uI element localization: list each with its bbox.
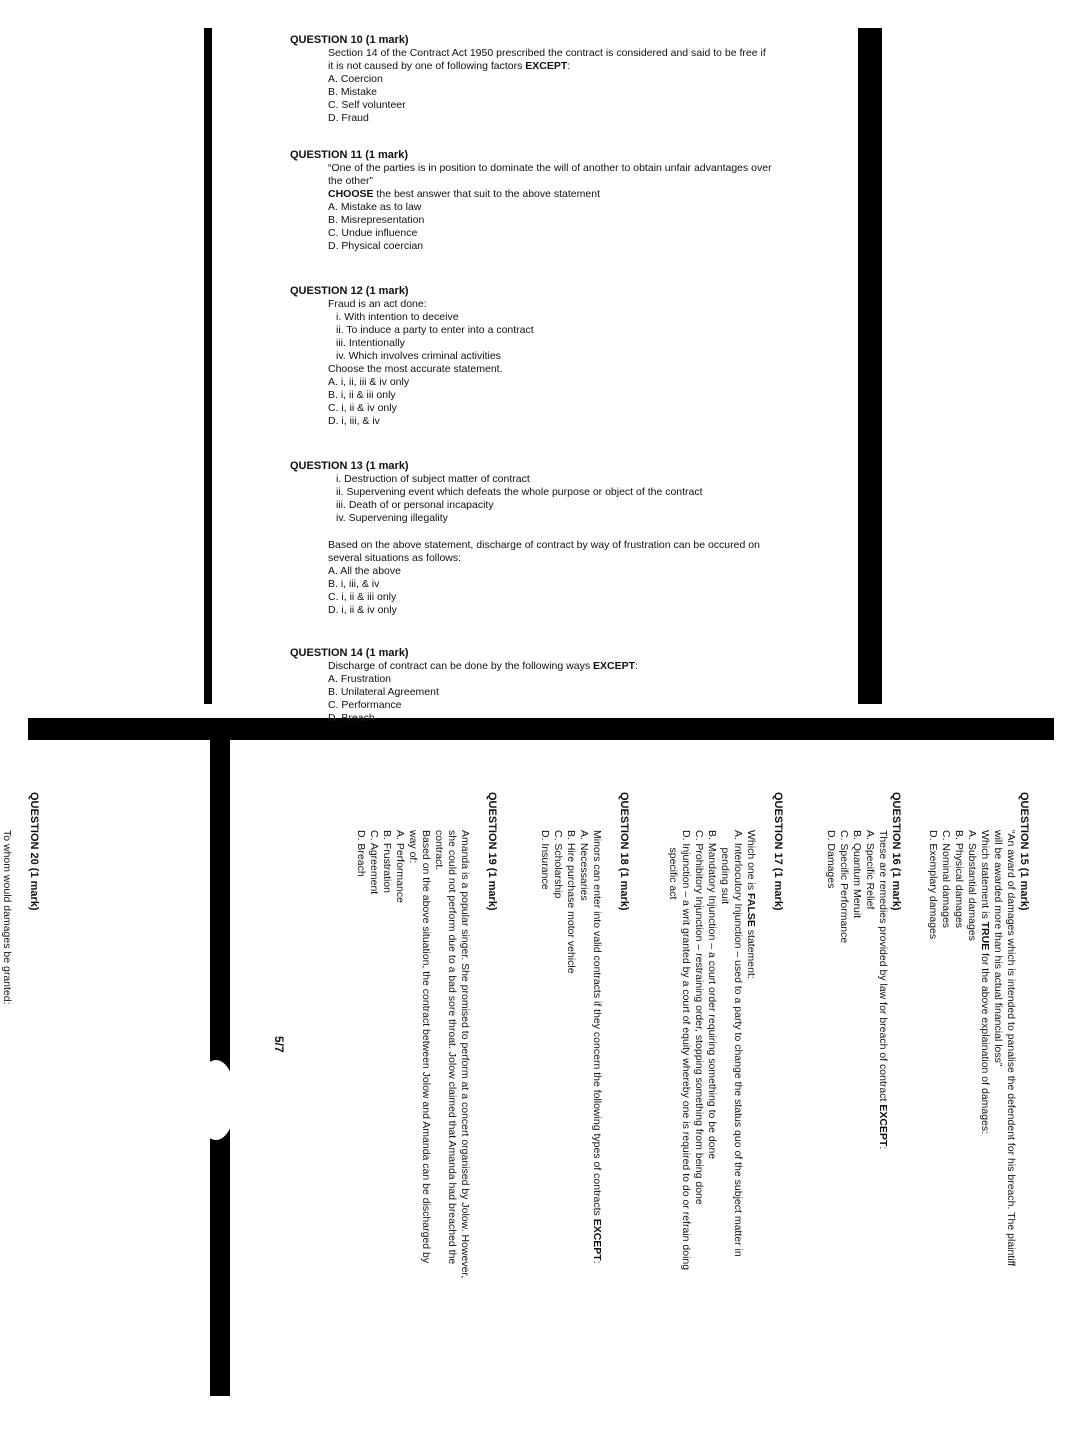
q10-option-d: D. Fraud [328, 112, 369, 124]
question-10-line-2 [328, 60, 850, 73]
question-20-title: QUESTION 20 (1 mark) [28, 792, 40, 911]
q16-option-d: D. Damages [825, 830, 837, 889]
question-11 [290, 149, 850, 253]
q13-text-2: several situations as follows: [328, 552, 462, 564]
q17-option-a: A. Interlocutory Injunction – used to a party to change the status quo of the subject matter in [732, 830, 744, 1257]
q18-text2: : [591, 1260, 603, 1264]
q19-option-b: B. Frustration [381, 830, 393, 894]
question-14-text [290, 660, 850, 673]
q14-text1: Discharge of contract can be done by the following ways [328, 660, 593, 672]
question-12-title: QUESTION 12 (1 mark) [290, 285, 409, 297]
q13-option-b: B. i, iii, & iv [328, 578, 380, 590]
q19-option-a: A. Performance [394, 830, 406, 903]
q18-text [590, 792, 603, 1432]
q15-text3a: Which statement is [979, 830, 991, 922]
question-15-title: QUESTION 15 (1 mark) [1018, 792, 1030, 911]
q14-option-c: C. Performance [328, 699, 402, 711]
q14-emph: EXCEPT [592, 660, 635, 672]
q12-option-c: C. i, ii & iv only [328, 402, 397, 414]
q13-option-c: C. i, ii & iii only [328, 591, 397, 603]
q15-option-b: B. Physical damages [953, 830, 965, 929]
q13-item-4: iv. Supervening illegality [336, 512, 448, 524]
q16-option-b: B. Quantum Meruit [851, 830, 863, 919]
bottom-exam-page [1, 792, 1030, 1432]
question-12-intro: Fraud is an act done: [328, 298, 427, 310]
question-13 [290, 460, 850, 617]
q18-option-a: A. Necessaries [578, 830, 590, 901]
q15-text-1: “An award of damages which is intended to panalise the defendent for his breach. The plaintiff [1005, 830, 1017, 1267]
q17-text1a: Which one is [745, 830, 757, 894]
q17-option-d-cont: specific act [667, 830, 679, 900]
q13-option-d: D. i, ii & iv only [328, 604, 397, 616]
question-11-text [290, 162, 850, 201]
q17-text [744, 792, 757, 1432]
q15-option-a: A. Substantial damages [966, 830, 978, 941]
q18-option-b: B. Hire purchase motor vehicle [565, 830, 577, 974]
question-11-line-1: “One of the parties is in position to dominate the will of another to obtain unfair advantages over [328, 162, 772, 174]
q13-option-a: A. All the above [328, 565, 401, 577]
q10-option-b: B. Mistake [328, 86, 378, 98]
q11-option-d: D. Physical coercian [328, 240, 424, 252]
q17-option-a-cont: pending suit [719, 830, 731, 905]
q18-option-c: C. Scholarship [552, 830, 564, 899]
q12-item-3: iii. Intentionally [336, 337, 405, 349]
q12-item-4: iv. Which involves criminal activities [336, 350, 501, 362]
q14-option-d: D. Breach [328, 712, 375, 724]
q15-text-2: will be awarded more than his actual financial loss” [992, 830, 1004, 1067]
q18-option-d: D. Insurance [539, 830, 551, 890]
q17-emph: FALSE [745, 893, 757, 927]
question-20 [0, 792, 40, 1432]
question-10-text [290, 47, 850, 73]
q10-option-c: C. Self volunteer [328, 99, 406, 111]
q19-option-c: C. Agreement [368, 830, 380, 895]
q12-item-2: ii. To induce a party to enter into a contract [336, 324, 534, 336]
q10-emph: EXCEPT [525, 60, 568, 72]
q14-text2: : [635, 660, 638, 672]
q11-option-b: B. Misrepresentation [328, 214, 425, 226]
q16-emph: EXCEPT [877, 1104, 889, 1147]
q16-option-c: C. Specific Performance [838, 830, 850, 944]
q11-choose-emph: CHOOSE [328, 188, 374, 200]
q20-prompt: To whom would damages be granted: [1, 830, 13, 1005]
q10-text2: it is not caused by one of following factors [328, 60, 526, 72]
question-13-title: QUESTION 13 (1 mark) [290, 460, 409, 472]
q15-option-d: D. Exemplary damages [927, 830, 939, 940]
q15-option-c: C. Nominal damages [940, 830, 952, 929]
q15-text3b: for the above explaination of damages: [979, 950, 991, 1135]
q12-option-b: B. i, ii & iii only [328, 389, 396, 401]
question-17-title: QUESTION 17 (1 mark) [772, 792, 784, 911]
q16-option-a: A. Specific Relief [864, 830, 876, 910]
question-16-title: QUESTION 16 (1 mark) [890, 792, 902, 911]
q11-choose-rest: the best answer that suit to the above statement [373, 188, 600, 200]
q15-text-3 [978, 792, 991, 1432]
q13-item-1: i. Destruction of subject matter of contract [336, 473, 530, 485]
question-19-title: QUESTION 19 (1 mark) [486, 792, 498, 911]
q12-item-1: i. With intention to deceive [336, 311, 459, 323]
question-14 [290, 647, 850, 725]
q18-emph: EXCEPT [591, 1218, 603, 1261]
page-number: 5/7 [272, 1036, 286, 1053]
q19-line-4: Based on the above situation, the contract between Jolow and Amanda can be discharged by [420, 830, 432, 1264]
q19-line-2: she could not perform due to a bad sore throat. Jolow claimed that Amanda had breached the [446, 830, 458, 1265]
q11-option-c: C. Undue influence [328, 227, 418, 239]
q13-item-3: iii. Death of or personal incapacity [336, 499, 494, 511]
question-11-title: QUESTION 11 (1 mark) [290, 149, 408, 161]
q19-line-3: contract. [433, 830, 445, 871]
q13-item-2: ii. Supervening event which defeats the whole purpose or object of the contract [336, 486, 703, 498]
q15-emph: TRUE [979, 921, 991, 951]
question-12 [290, 285, 850, 428]
question-18 [538, 792, 630, 1432]
q11-option-a: A. Mistake as to law [328, 201, 422, 213]
q14-option-b: B. Unilateral Agreement [328, 686, 439, 698]
q13-text-1: Based on the above statement, discharge of contract by way of frustration can be occured on [328, 539, 760, 551]
q17-text1b: statement: [745, 926, 757, 979]
question-17 [666, 792, 784, 1432]
q19-option-d: D. Breach [355, 830, 367, 877]
q17-option-b: B. Mandatory Injunction – a court order requiring something to be done [706, 830, 718, 1160]
q12-option-a: A. i, ii, iii & iv only [328, 376, 410, 388]
question-11-choose [328, 188, 850, 201]
right-scan-border-top [858, 28, 882, 704]
question-10 [290, 34, 850, 125]
question-19 [354, 792, 498, 1432]
left-scan-border-top [204, 28, 212, 704]
q17-option-d: D. Injunction – a writ granted by a court of equity whereby one is required to do or refrain doing [680, 830, 692, 1271]
q18-text1: Minors can enter into valid contracts if they concern the following types of contracts [591, 830, 603, 1219]
q14-option-a: A. Frustration [328, 673, 392, 685]
q16-text [876, 792, 889, 1432]
q10-option-a: A. Coercion [328, 73, 383, 85]
q16-text2: : [877, 1146, 889, 1150]
q12-option-d: D. i, iii, & iv [328, 415, 380, 427]
question-11-line-2: the other” [328, 175, 373, 187]
q10-text3: : [567, 60, 571, 72]
question-15 [926, 792, 1030, 1432]
q17-option-c: C. Prohibitory Injunction – restraining order, stopping something from being done [693, 830, 705, 1205]
q12-prompt: Choose the most accurate statement. [328, 363, 503, 375]
question-14-title: QUESTION 14 (1 mark) [290, 647, 409, 659]
question-18-title: QUESTION 18 (1 mark) [618, 792, 630, 911]
question-16 [824, 792, 902, 1432]
question-10-line-1: Section 14 of the Contract Act 1950 prescribed the contract is considered and said to be free if [328, 47, 766, 59]
top-exam-page [290, 34, 850, 725]
q19-line-1: Amanda is a popular singer. She promised to perform at a concert organised by Jolow. However, [459, 830, 471, 1279]
q19-line-5: way of: [407, 830, 419, 864]
question-10-title: QUESTION 10 (1 mark) [290, 34, 409, 46]
q16-text1: These are remedies provided by law for breach of contract [877, 830, 889, 1105]
